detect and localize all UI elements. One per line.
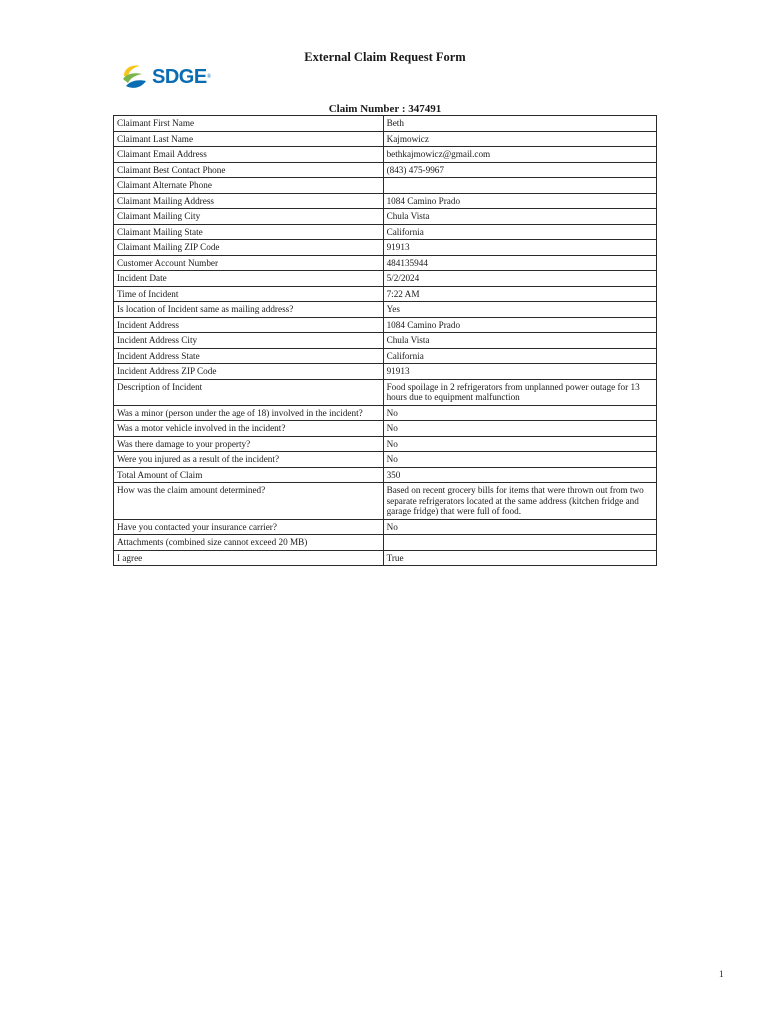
field-value: 91913 (383, 364, 656, 380)
field-label: Claimant Email Address (114, 147, 384, 163)
field-value: Beth (383, 116, 656, 132)
field-value: Chula Vista (383, 333, 656, 349)
table-row (114, 348, 657, 364)
field-value: Food spoilage in 2 refrigerators from unplanned power outage for 13 hours due to equipment malfunction (383, 379, 656, 405)
field-value: 1084 Camino Prado (383, 317, 656, 333)
field-label: Was there damage to your property? (114, 436, 384, 452)
table-row (114, 550, 657, 566)
claim-number: Claim Number : 347491 (328, 103, 442, 115)
field-value: (843) 475-9967 (383, 162, 656, 178)
table-row (114, 519, 657, 535)
field-value: California (383, 224, 656, 240)
field-value: bethkajmowicz@gmail.com (383, 147, 656, 163)
field-value: Based on recent grocery bills for items that were thrown out from two separate refrigerators located at the same address (kitchen fridge and garage fridge) that were full of food. (383, 483, 656, 520)
field-label: Attachments (combined size cannot exceed 20 MB) (114, 535, 384, 551)
field-label: Customer Account Number (114, 255, 384, 271)
table-row (114, 483, 657, 520)
table-row (114, 452, 657, 468)
table-row (114, 364, 657, 380)
field-label: Claimant Last Name (114, 131, 384, 147)
field-value: No (383, 436, 656, 452)
field-label: Have you contacted your insurance carrier? (114, 519, 384, 535)
table-row (114, 224, 657, 240)
table-row (114, 436, 657, 452)
field-value: 5/2/2024 (383, 271, 656, 287)
field-label: Claimant First Name (114, 116, 384, 132)
table-row (114, 286, 657, 302)
field-label: Description of Incident (114, 379, 384, 405)
table-row (114, 405, 657, 421)
field-value: California (383, 348, 656, 364)
logo-wordmark: SDGE (152, 65, 207, 88)
field-value (383, 178, 656, 194)
field-label: I agree (114, 550, 384, 566)
table-row (114, 178, 657, 194)
table-row (114, 271, 657, 287)
table-row (114, 467, 657, 483)
field-value: No (383, 452, 656, 468)
logo-trademark: ® (206, 74, 212, 80)
field-value: Yes (383, 302, 656, 318)
field-label: Claimant Mailing State (114, 224, 384, 240)
page-number: 1 (719, 969, 724, 979)
claim-details-table (113, 115, 657, 566)
sdge-swirl-icon (120, 62, 150, 92)
field-value: Chula Vista (383, 209, 656, 225)
field-value: Kajmowicz (383, 131, 656, 147)
sdge-logo (120, 62, 220, 92)
field-value: 350 (383, 467, 656, 483)
table-row (114, 162, 657, 178)
field-value: 91913 (383, 240, 656, 256)
table-row (114, 116, 657, 132)
field-label: Claimant Best Contact Phone (114, 162, 384, 178)
field-label: Were you injured as a result of the incident? (114, 452, 384, 468)
field-label: Time of Incident (114, 286, 384, 302)
field-label: Incident Address ZIP Code (114, 364, 384, 380)
field-value: No (383, 405, 656, 421)
field-label: Incident Date (114, 271, 384, 287)
field-label: Total Amount of Claim (114, 467, 384, 483)
field-label: How was the claim amount determined? (114, 483, 384, 520)
table-row (114, 333, 657, 349)
table-row (114, 317, 657, 333)
table-row (114, 302, 657, 318)
field-label: Claimant Mailing City (114, 209, 384, 225)
field-label: Was a minor (person under the age of 18) involved in the incident? (114, 405, 384, 421)
field-label: Was a motor vehicle involved in the incident? (114, 421, 384, 437)
field-value (383, 535, 656, 551)
field-value: True (383, 550, 656, 566)
field-label: Claimant Mailing Address (114, 193, 384, 209)
document-title: External Claim Request Form (304, 50, 466, 64)
table-row (114, 535, 657, 551)
table-row (114, 255, 657, 271)
table-row (114, 421, 657, 437)
field-label: Claimant Alternate Phone (114, 178, 384, 194)
table-row (114, 379, 657, 405)
field-value: 1084 Camino Prado (383, 193, 656, 209)
table-row (114, 209, 657, 225)
field-value: No (383, 519, 656, 535)
table-row (114, 240, 657, 256)
field-label: Incident Address State (114, 348, 384, 364)
table-row (114, 147, 657, 163)
field-value: 7:22 AM (383, 286, 656, 302)
field-label: Incident Address City (114, 333, 384, 349)
field-value: No (383, 421, 656, 437)
table-row (114, 131, 657, 147)
field-value: 484135944 (383, 255, 656, 271)
field-label: Incident Address (114, 317, 384, 333)
field-label: Claimant Mailing ZIP Code (114, 240, 384, 256)
table-row (114, 193, 657, 209)
field-label: Is location of Incident same as mailing address? (114, 302, 384, 318)
